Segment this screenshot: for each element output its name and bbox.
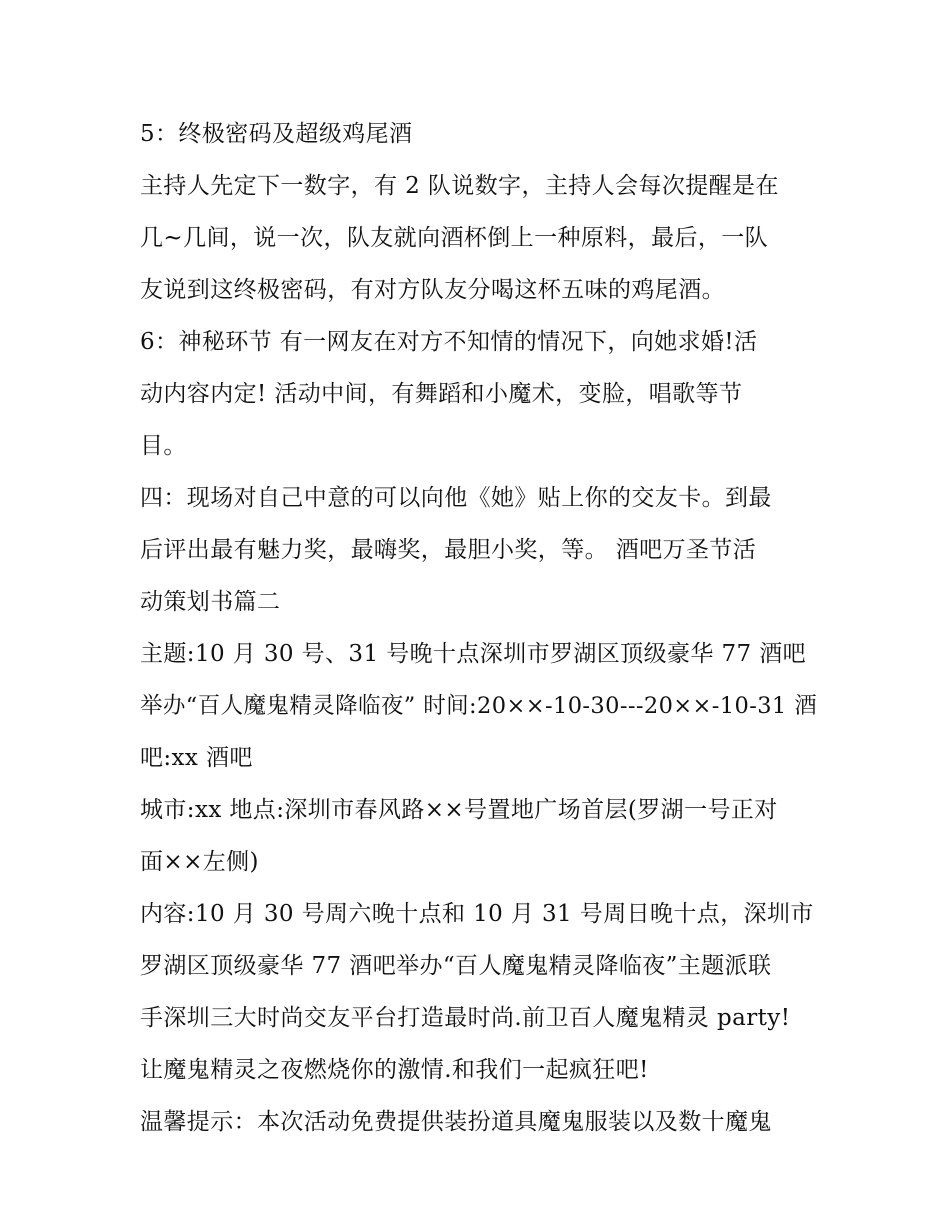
text-line: 面××左侧) [140, 849, 259, 875]
text-line: 后评出最有魅力奖，最嗨奖，最胆小奖，等。 酒吧万圣节活 [140, 537, 757, 563]
text-line: 动内容内定! 活动中间，有舞蹈和小魔术，变脸，唱歌等节 [140, 381, 743, 407]
text-line: 让魔鬼精灵之夜燃烧你的激情.和我们一起疯狂吧! [140, 1057, 649, 1083]
text-line: 几~几间，说一次，队友就向酒杯倒上一种原料，最后，一队 [140, 225, 769, 251]
text-line: 温馨提示：本次活动免费提供装扮道具魔鬼服装以及数十魔鬼 [140, 1109, 772, 1135]
text-line: 城市:xx 地点:深圳市春风路××号置地广场首层(罗湖一号正对 [140, 797, 778, 823]
text-line: 目。 [140, 433, 187, 459]
text-line: 罗湖区顶级豪华 77 酒吧举办“百人魔鬼精灵降临夜”主题派联 [140, 953, 772, 979]
text-line: 5：终极密码及超级鸡尾酒 [140, 121, 413, 147]
text-line: 主持人先定下一数字，有 2 队说数字，主持人会每次提醒是在 [140, 173, 779, 199]
text-line: 主题:10 月 30 号、31 号晚十点深圳市罗湖区顶级豪华 77 酒吧 [140, 641, 807, 667]
text-line: 内容:10 月 30 号周六晚十点和 10 月 31 号周日晚十点，深圳市 [140, 901, 814, 927]
document-body [140, 108, 820, 1148]
text-line: 吧:xx 酒吧 [140, 745, 253, 771]
text-line: 手深圳三大时尚交友平台打造最时尚.前卫百人魔鬼精灵 party! [140, 1005, 791, 1031]
text-line: 四：现场对自己中意的可以向他《她》贴上你的交友卡。到最 [140, 485, 772, 511]
text-line: 友说到这终极密码，有对方队友分喝这杯五味的鸡尾酒。 [140, 277, 725, 303]
text-line: 6：神秘环节 有一网友在对方不知情的情况下，向她求婚!活 [140, 329, 758, 355]
text-line: 动策划书篇二 [140, 589, 281, 615]
text-line: 举办“百人魔鬼精灵降临夜” 时间:20××-10-30---20××-10-31 酒 [140, 693, 818, 719]
